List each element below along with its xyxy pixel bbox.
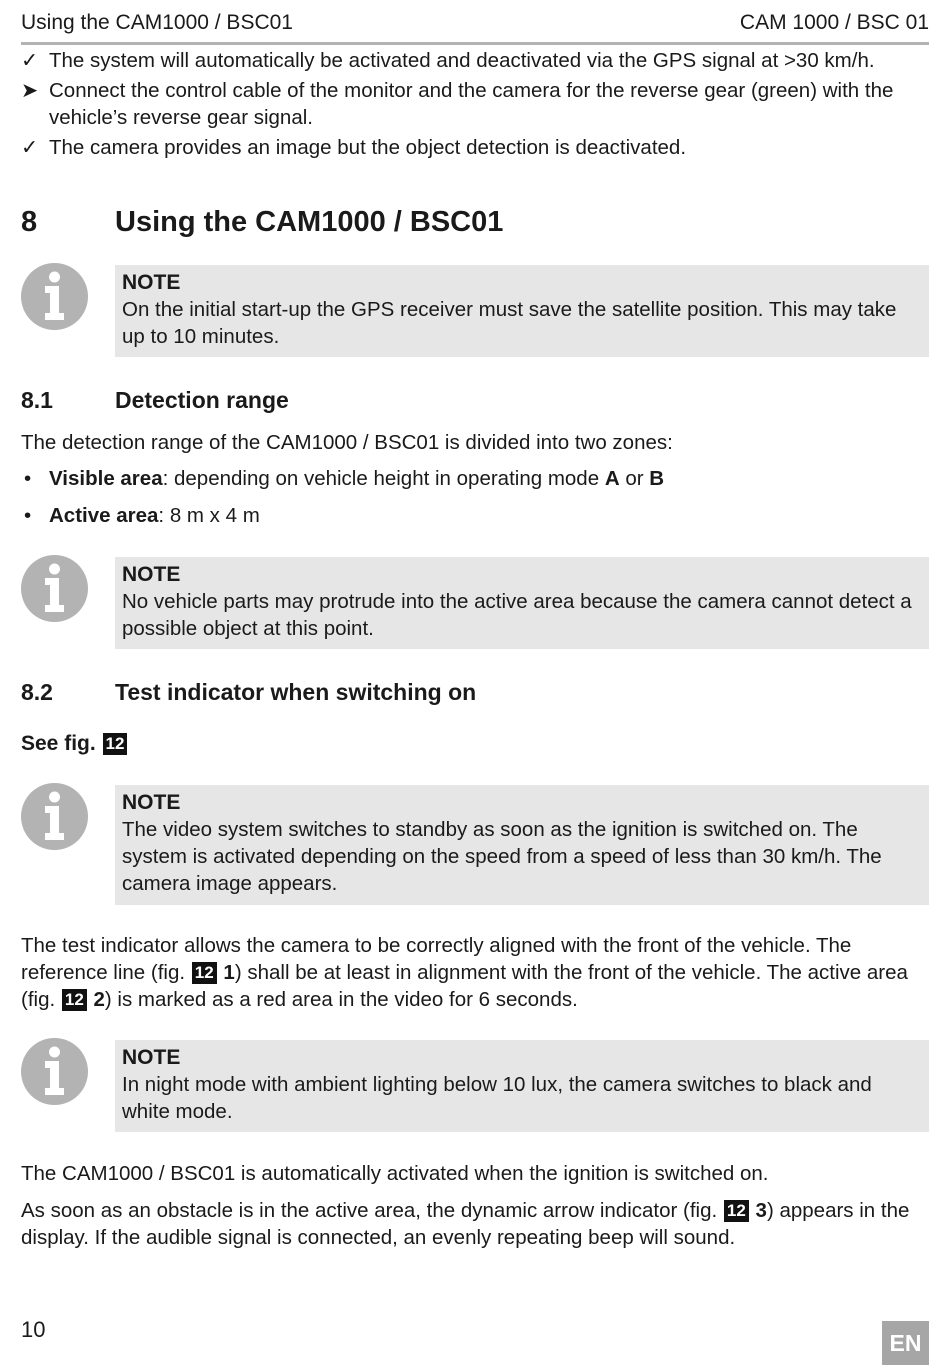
section-title: Using the CAM1000 / BSC01 xyxy=(115,206,504,238)
callout-number: 1 xyxy=(223,961,235,984)
section-title: Test indicator when switching on xyxy=(115,679,477,705)
note-title: NOTE xyxy=(122,563,181,586)
note-box xyxy=(115,265,929,357)
activation-paragraph: The CAM1000 / BSC01 is automatically activated when the ignition is switched on. xyxy=(21,1162,769,1185)
header-chapter-title: Using the CAM1000 / BSC01 xyxy=(21,11,293,34)
note-box xyxy=(115,1040,929,1132)
term: Active area xyxy=(49,504,159,527)
list-item xyxy=(21,134,931,161)
list-item-text: The system will automatically be activated and deactivated via the GPS signal at >30 km/h. xyxy=(49,49,875,72)
list-item-text: Visible area: depending on vehicle height in operating mode A or B xyxy=(49,467,665,490)
list-item-text: Connect the control cable of the monitor and the camera for the reverse gear (green) with the vehicle’s reverse gear signal. xyxy=(49,79,894,129)
section-number: 8.1 xyxy=(21,387,53,413)
check-icon: ✓ xyxy=(21,49,39,72)
note-box xyxy=(115,557,929,649)
list-item xyxy=(21,47,931,74)
obstacle-paragraph: As soon as an obstacle is in the active area, the dynamic arrow indicator (fig. 12 3) appears in the display. If the audible signal is connected, an evenly repeating beep will sound. xyxy=(21,1199,910,1249)
section-number: 8.2 xyxy=(21,679,53,705)
running-header xyxy=(21,8,929,45)
note-text: In night mode with ambient lighting below 10 lux, the camera switches to black and white mode. xyxy=(122,1073,872,1123)
info-icon xyxy=(21,1038,88,1105)
bullet-icon: • xyxy=(24,504,32,527)
page-number: 10 xyxy=(21,1317,46,1342)
language-badge: EN xyxy=(882,1321,929,1365)
section-number: 8 xyxy=(21,206,38,238)
detection-range-intro: The detection range of the CAM1000 / BSC01 is divided into two zones: xyxy=(21,431,673,454)
section-title: Detection range xyxy=(115,387,289,413)
list-item xyxy=(21,465,931,492)
note-title: NOTE xyxy=(122,1046,181,1069)
note-text: The video system switches to standby as soon as the ignition is switched on. The system is activated depending on the speed from a speed of less than 30 km/h. The camera image appears. xyxy=(122,818,882,895)
figure-number-badge: 12 xyxy=(62,989,87,1011)
figure-number-badge: 12 xyxy=(103,733,128,755)
figure-number-badge: 12 xyxy=(724,1200,749,1222)
note-text: No vehicle parts may protrude into the active area because the camera cannot detect a possible object at this point. xyxy=(122,590,912,640)
header-product-name: CAM 1000 / BSC 01 xyxy=(739,11,929,34)
info-icon xyxy=(21,263,88,330)
mode-label: B xyxy=(649,467,665,490)
arrow-icon: ➤ xyxy=(21,79,39,102)
bullet-icon: • xyxy=(24,467,32,490)
list-item-text: The camera provides an image but the object detection is deactivated. xyxy=(49,136,687,159)
mode-label: A xyxy=(604,467,620,490)
test-indicator-paragraph: The test indicator allows the camera to be correctly aligned with the front of the vehicle. The reference line (fig. 12 1) shall be at least in alignment with the front of the vehicle. The active area (fig. 12 2) is marked as a red area in the video for 6 seconds. xyxy=(21,934,908,1011)
note-text: On the initial start-up the GPS receiver must save the satellite position. This may take up to 10 minutes. xyxy=(122,298,897,348)
list-item-text: Active area: 8 m x 4 m xyxy=(49,504,260,527)
note-title: NOTE xyxy=(122,271,181,294)
figure-number-badge: 12 xyxy=(192,962,217,984)
note-box xyxy=(115,785,929,905)
term: Visible area xyxy=(49,467,163,490)
see-figure-reference: See fig. 12 xyxy=(21,730,128,758)
list-item xyxy=(21,502,931,529)
info-icon xyxy=(21,555,88,622)
note-title: NOTE xyxy=(122,791,181,814)
callout-number: 3 xyxy=(755,1199,767,1222)
callout-number: 2 xyxy=(93,988,105,1011)
info-icon xyxy=(21,783,88,850)
list-item xyxy=(21,77,931,131)
check-icon: ✓ xyxy=(21,136,39,159)
